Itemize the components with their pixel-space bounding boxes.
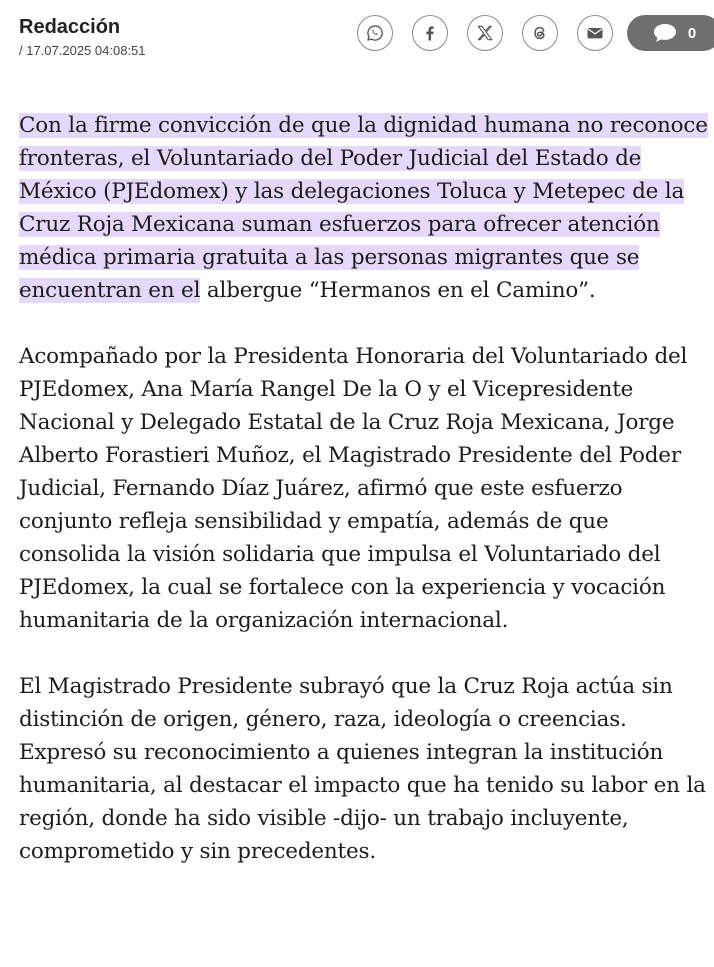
comments-button[interactable] — [627, 15, 714, 51]
paragraph-1 — [19, 109, 709, 307]
facebook-share-button[interactable] — [412, 15, 448, 51]
email-icon — [585, 23, 605, 43]
x-share-button[interactable] — [467, 15, 503, 51]
threads-share-button[interactable] — [522, 15, 558, 51]
paragraph-2: Acompañado por la Presidenta Honoraria del Voluntariado del PJEdomex, Ana María Rangel De la O y el Vicepresidente Nacional y Delegado Estatal de la Cruz Roja Mexicana, Jorge Alberto Forastieri Muñoz, el Magistrado Presidente del Poder Judicial, Fernando Díaz Juárez, afirmó que este esfuerzo conjunto refleja sensibilidad y empatía, además de que consolida la visión solidaria que impulsa el Voluntariado del PJEdomex, la cual se fortalece con la experiencia y vocación humanitaria de la organización internacional. — [19, 344, 688, 633]
whatsapp-share-button[interactable] — [357, 15, 393, 51]
byline — [19, 14, 146, 58]
comment-bubble-icon — [652, 22, 678, 44]
comment-count: 0 — [687, 24, 697, 42]
email-share-button[interactable] — [577, 15, 613, 51]
paragraph-3: El Magistrado Presidente subrayó que la Cruz Roja actúa sin distinción de origen, género, raza, ideología o creencias. Expresó su reconocimiento a quienes integran la institución humanitaria, al destacar el impacto que ha tenido su labor en la región, donde ha sido visible -dijo- un trabajo incluyente, comprometido y sin precedentes. — [19, 674, 706, 864]
whatsapp-icon — [365, 23, 385, 43]
highlighted-text: Con la firme convicción de que la dignidad humana no reconoce fronteras, el Voluntariado del Poder Judicial del Estado de México (PJEdomex) y las delegaciones Toluca y Metepec de la Cruz Roja Mexicana suman esfuerzos para ofrecer atención médica primaria gratuita a las personas migrantes que se encuentran en el — [19, 113, 708, 303]
x-icon — [475, 23, 495, 43]
article-body — [19, 109, 709, 901]
threads-icon — [530, 23, 550, 43]
share-bar — [357, 15, 714, 51]
author-name[interactable]: Redacción — [19, 16, 121, 38]
publish-date: / 17.07.2025 04:08:51 — [19, 43, 146, 58]
facebook-icon — [420, 23, 440, 43]
paragraph-1-rest: albergue “Hermanos en el Camino”. — [200, 278, 596, 303]
